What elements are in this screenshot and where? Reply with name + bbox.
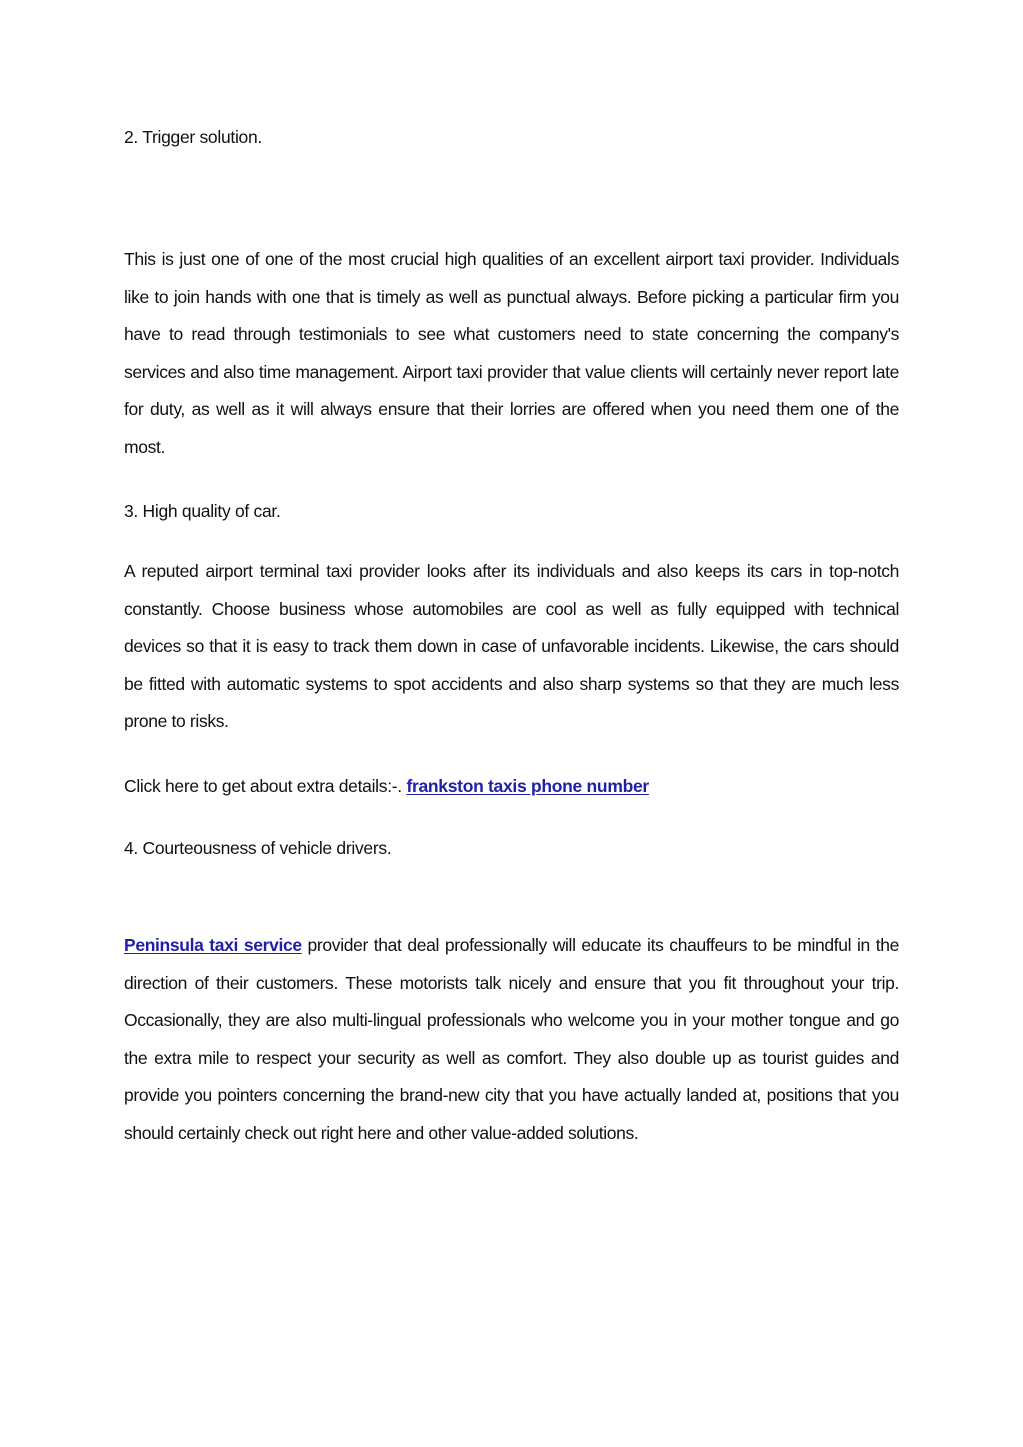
peninsula-taxi-service-link[interactable]: Peninsula taxi service — [124, 935, 302, 955]
paragraph-courteousness — [124, 927, 899, 1153]
paragraph-courteousness-text: provider that deal professionally will educate its chauffeurs to be mindful in the direction of their customers. These motorists talk nicely and ensure that you fit throughout your trip. Occasionally, they are also multi-lingual professionals who welcome you in your mother tongue and go the extra mile to respect your security as well as comfort. They also double up as tourist guides and provide you pointers concerning the brand-new city that you have actually landed at, positions that you should certainly check out right here and other value-added solutions. — [124, 935, 899, 1143]
paragraph-trigger-solution: This is just one of one of the most crucial high qualities of an excellent airport taxi provider. Individuals like to join hands with one that is timely as well as punctual always. Before picking a particular firm you have to read through testimonials to see what customers need to state concerning the company's services and also time management. Airport taxi provider that value clients will certainly never report late for duty, as well as it will always ensure that their lorries are offered when you need them one of the most. — [124, 249, 899, 457]
section-heading-trigger-solution: 2. Trigger solution. — [124, 127, 262, 147]
section-heading-high-quality-car: 3. High quality of car. — [124, 501, 281, 521]
paragraph-high-quality-car: A reputed airport terminal taxi provider looks after its individuals and also keeps its cars in top-notch constantly. Choose business whose automobiles are cool as well as fully equipped with technical devices so that it is easy to track them down in case of unfavorable incidents. Likewise, the cars should be fitted with automatic systems to spot accidents and also sharp systems so that they are much less prone to risks. — [124, 561, 899, 732]
section-heading-courteousness: 4. Courteousness of vehicle drivers. — [124, 838, 392, 858]
cta-prefix-text: Click here to get about extra details:-. — [124, 776, 407, 796]
frankston-taxis-link[interactable]: frankston taxis phone number — [406, 776, 649, 796]
cta-line — [124, 774, 899, 798]
